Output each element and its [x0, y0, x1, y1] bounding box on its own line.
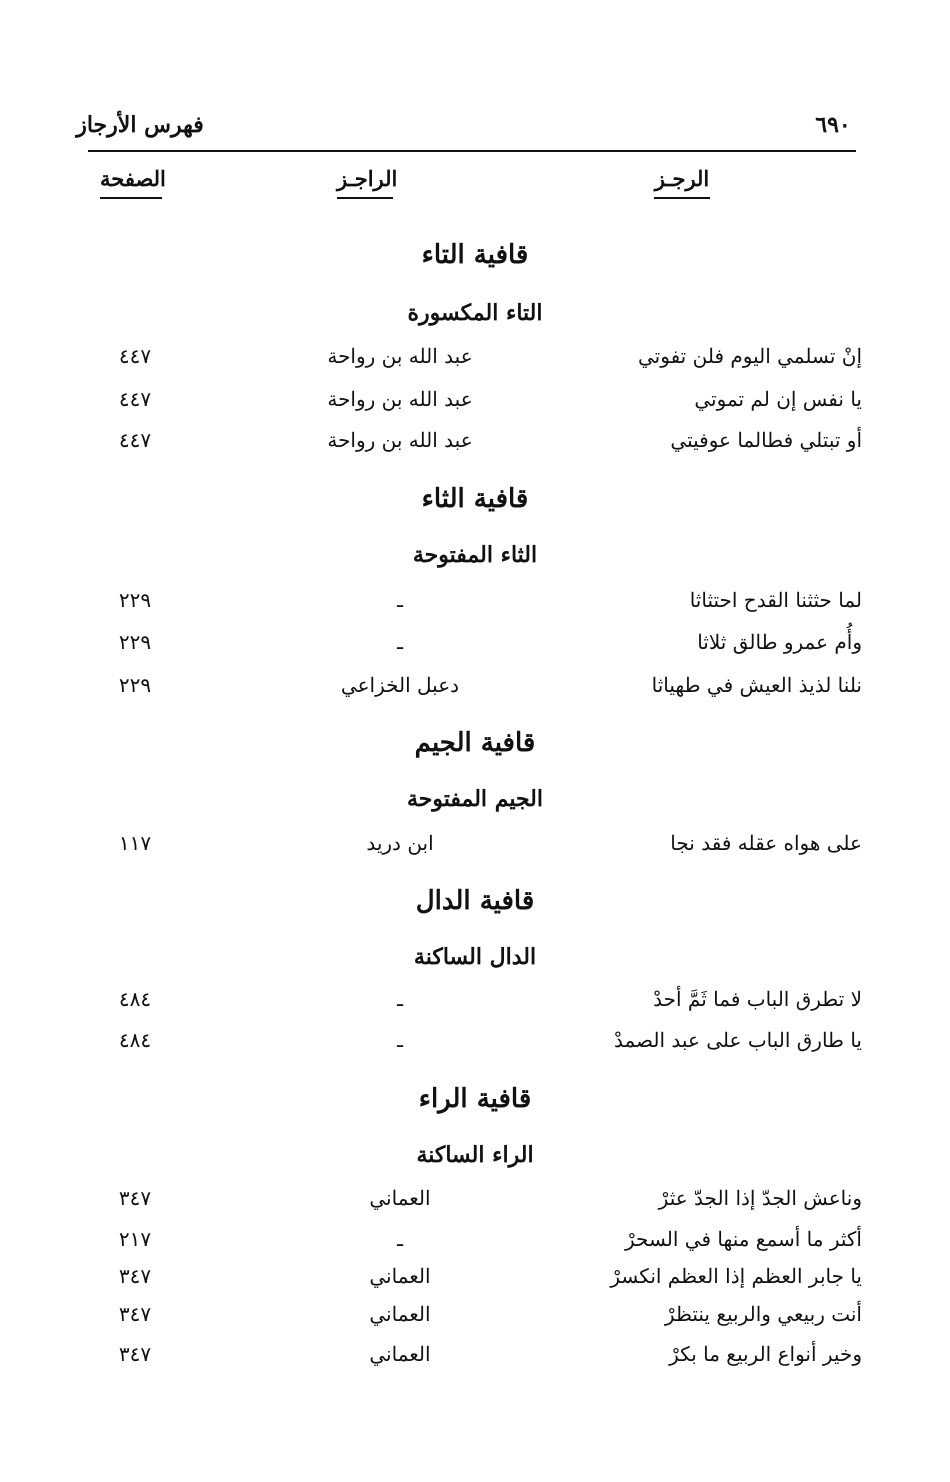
page-ref: ٢٢٩	[118, 673, 152, 697]
index-row	[0, 588, 950, 622]
index-row	[0, 1028, 950, 1062]
section-title: قافية الدال	[415, 886, 535, 916]
page-ref: ٢٢٩	[118, 588, 152, 612]
column-header-rajaz: الرجـز	[654, 166, 710, 199]
poet-name: عبد الله بن رواحة	[327, 428, 473, 452]
rajaz-verse: لما حثثنا القدح احتثاثا	[689, 588, 862, 612]
index-row	[0, 630, 950, 664]
index-row	[0, 387, 950, 421]
index-row	[0, 344, 950, 378]
subsection-title: التاء المكسورة	[407, 300, 543, 326]
index-row	[0, 1186, 950, 1220]
rajaz-verse: أكثر ما أسمع منها في السحرْ	[625, 1227, 862, 1251]
poet-name: عبد الله بن رواحة	[327, 387, 473, 411]
page-number: ٦٩٠	[815, 112, 851, 138]
section-title: قافية الثاء	[421, 484, 529, 514]
section-title: قافية التاء	[421, 240, 529, 270]
rajaz-verse: أنت ربيعي والربيع ينتظرْ	[664, 1302, 862, 1326]
rajaz-verse: لا تطرق الباب فما ثَمَّ أحدْ	[653, 987, 862, 1011]
subsection-title: الراء الساكنة	[416, 1142, 534, 1168]
page-ref: ٢٢٩	[118, 630, 152, 654]
subsection-title: الجيم المفتوحة	[406, 786, 544, 812]
poet-name: ـ	[397, 588, 403, 612]
rajaz-verse: وخير أنواع الربيع ما بكرْ	[669, 1342, 862, 1366]
index-row	[0, 1302, 950, 1336]
page-ref: ٣٤٧	[118, 1342, 152, 1366]
section-title: قافية الراء	[418, 1084, 532, 1114]
rajaz-verse: على هواه عقله فقد نجا	[670, 831, 862, 855]
rajaz-verse: أو تبتلي فطالما عوفيتي	[670, 428, 862, 452]
index-row	[0, 1342, 950, 1376]
index-row	[0, 1227, 950, 1261]
index-row	[0, 1264, 950, 1298]
rajaz-verse: إنْ تسلمي اليوم فلن تفوتي	[638, 344, 862, 368]
page-ref: ٣٤٧	[118, 1186, 152, 1210]
page-ref: ٤٤٧	[118, 387, 152, 411]
index-row	[0, 428, 950, 462]
poet-name: ـ	[397, 1227, 403, 1251]
poet-name: ـ	[397, 987, 403, 1011]
poet-name: العماني	[369, 1186, 431, 1210]
poet-name: العماني	[369, 1342, 431, 1366]
page-ref: ٤٨٤	[118, 1028, 152, 1052]
page-ref: ٤٤٧	[118, 344, 152, 368]
rajaz-verse: نلنا لذيذ العيش في طهياثا	[651, 673, 862, 697]
rajaz-verse: وأُم عمرو طالق ثلاثا	[697, 630, 862, 654]
running-header-title: فهرس الأرجاز	[76, 112, 204, 138]
column-header-page: الصفحة	[100, 166, 162, 199]
poet-name: ـ	[397, 1028, 403, 1052]
rajaz-verse: وناعش الجدّ إذا الجدّ عثرْ	[658, 1186, 862, 1210]
header-rule	[88, 150, 856, 152]
page-ref: ٣٤٧	[118, 1302, 152, 1326]
poet-name: العماني	[369, 1264, 431, 1288]
poet-name: ابن دريد	[366, 831, 434, 855]
page-ref: ١١٧	[118, 831, 152, 855]
page-ref: ٣٤٧	[118, 1264, 152, 1288]
page-ref: ٢١٧	[118, 1227, 152, 1251]
subsection-title: الدال الساكنة	[413, 944, 537, 970]
rajaz-verse: يا نفس إن لم تموتي	[694, 387, 862, 411]
poet-name: العماني	[369, 1302, 431, 1326]
index-row	[0, 987, 950, 1021]
page-ref: ٤٨٤	[118, 987, 152, 1011]
page-ref: ٤٤٧	[118, 428, 152, 452]
subsection-title: الثاء المفتوحة	[412, 542, 538, 568]
poet-name: دعبل الخزاعي	[340, 673, 460, 697]
column-header-poet: الراجـز	[337, 166, 393, 199]
poet-name: ـ	[397, 630, 403, 654]
index-row	[0, 831, 950, 865]
poet-name: عبد الله بن رواحة	[327, 344, 473, 368]
rajaz-verse: يا جابر العظم إذا العظم انكسرْ	[610, 1264, 862, 1288]
rajaz-verse: يا طارق الباب على عبد الصمدْ	[614, 1028, 862, 1052]
index-row	[0, 673, 950, 707]
section-title: قافية الجيم	[414, 728, 536, 758]
